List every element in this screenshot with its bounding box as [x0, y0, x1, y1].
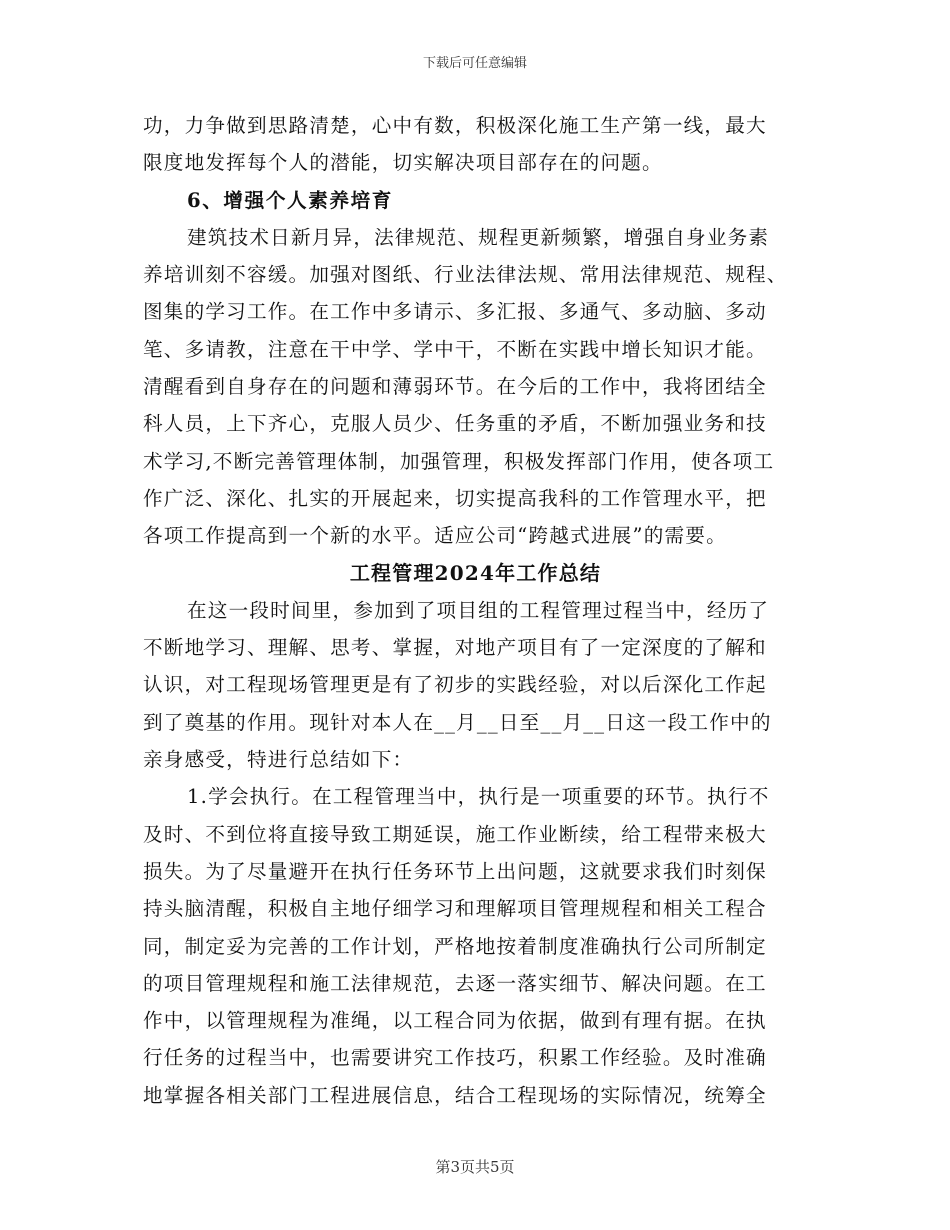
text-line: 科人员，上下齐心，克服人员少、任务重的矛盾，不断加强业务和技: [143, 412, 767, 436]
text-line: 损失。为了尽量避开在执行任务环节上出问题，这就要求我们时刻保: [143, 859, 767, 883]
text-line: 持头脑清醒，积极自主地仔细学习和理解项目管理规程和相关工程合: [143, 897, 767, 921]
text-line: 的项目管理规程和施工法律规范，去逐一落实细节、解决问题。在工: [143, 971, 767, 995]
text-line: 认识，对工程现场管理更是有了初步的实践经验，对以后深化工作起: [143, 673, 767, 697]
text-line: 功，力争做到思路清楚，心中有数，积极深化施工生产第一线，最大: [143, 114, 767, 137]
text-line: 地掌握各相关部门工程进展信息，结合工程现场的实际情况，统筹全: [143, 1083, 767, 1107]
text-line: 术学习,不断完善管理体制，加强管理，积极发挥部门作用，使各项工: [143, 449, 775, 473]
page-header: 下载后可任意编辑: [422, 56, 527, 71]
text-line: 不断地学习、理解、思考、掌握，对地产项目有了一定深度的了解和: [143, 636, 767, 660]
text-line: 养培训刻不容缓。加强对图纸、行业法律法规、常用法律规范、规程、: [143, 263, 788, 287]
text-line: 在这一段时间里，参加到了项目组的工程管理过程当中，经历了: [187, 598, 770, 622]
section-heading: 6、增强个人素养培育: [187, 188, 393, 212]
text-line: 限度地发挥每个人的潜能，切实解决项目部存在的问题。: [143, 151, 663, 175]
text-line: 建筑技术日新月异，法律规范、规程更新频繁，增强自身业务素: [187, 225, 770, 249]
text-line: 1.学会执行。在工程管理当中，执行是一项重要的环节。执行不: [187, 785, 770, 809]
text-line: 笔、多请教，注意在干中学、学中干，不断在实践中增长知识才能。: [143, 337, 767, 361]
text-line: 到了奠基的作用。现针对本人在__月__日至__月__日这一段工作中的: [143, 710, 772, 734]
text-line: 同，制定妥为完善的工作计划，严格地按着制度准确执行公司所制定: [143, 934, 767, 958]
text-line: 各项工作提高到一个新的水平。适应公司“跨越式进展”的需要。: [143, 524, 727, 548]
text-line: 作中，以管理规程为准绳，以工程合同为依据，做到有理有据。在执: [143, 1009, 767, 1033]
text-line: 亲身感受，特进行总结如下：: [143, 748, 414, 772]
text-line: 图集的学习工作。在工作中多请示、多汇报、多通气、多动脑、多动: [143, 300, 767, 324]
document-body: [143, 107, 808, 1114]
text-line: 及时、不到位将直接导致工期延误，施工作业断续，给工程带来极大: [143, 822, 767, 846]
document-title: 工程管理2024年工作总结: [349, 560, 602, 585]
page-number: 第3页共5页: [435, 1158, 515, 1176]
text-line: 作广泛、深化、扎实的开展起来，切实提高我科的工作管理水平，把: [143, 486, 767, 510]
text-line: 清醒看到自身存在的问题和薄弱环节。在今后的工作中，我将团结全: [143, 375, 767, 399]
text-line: 行任务的过程当中，也需要讲究工作技巧，积累工作经验。及时准确: [143, 1046, 767, 1070]
